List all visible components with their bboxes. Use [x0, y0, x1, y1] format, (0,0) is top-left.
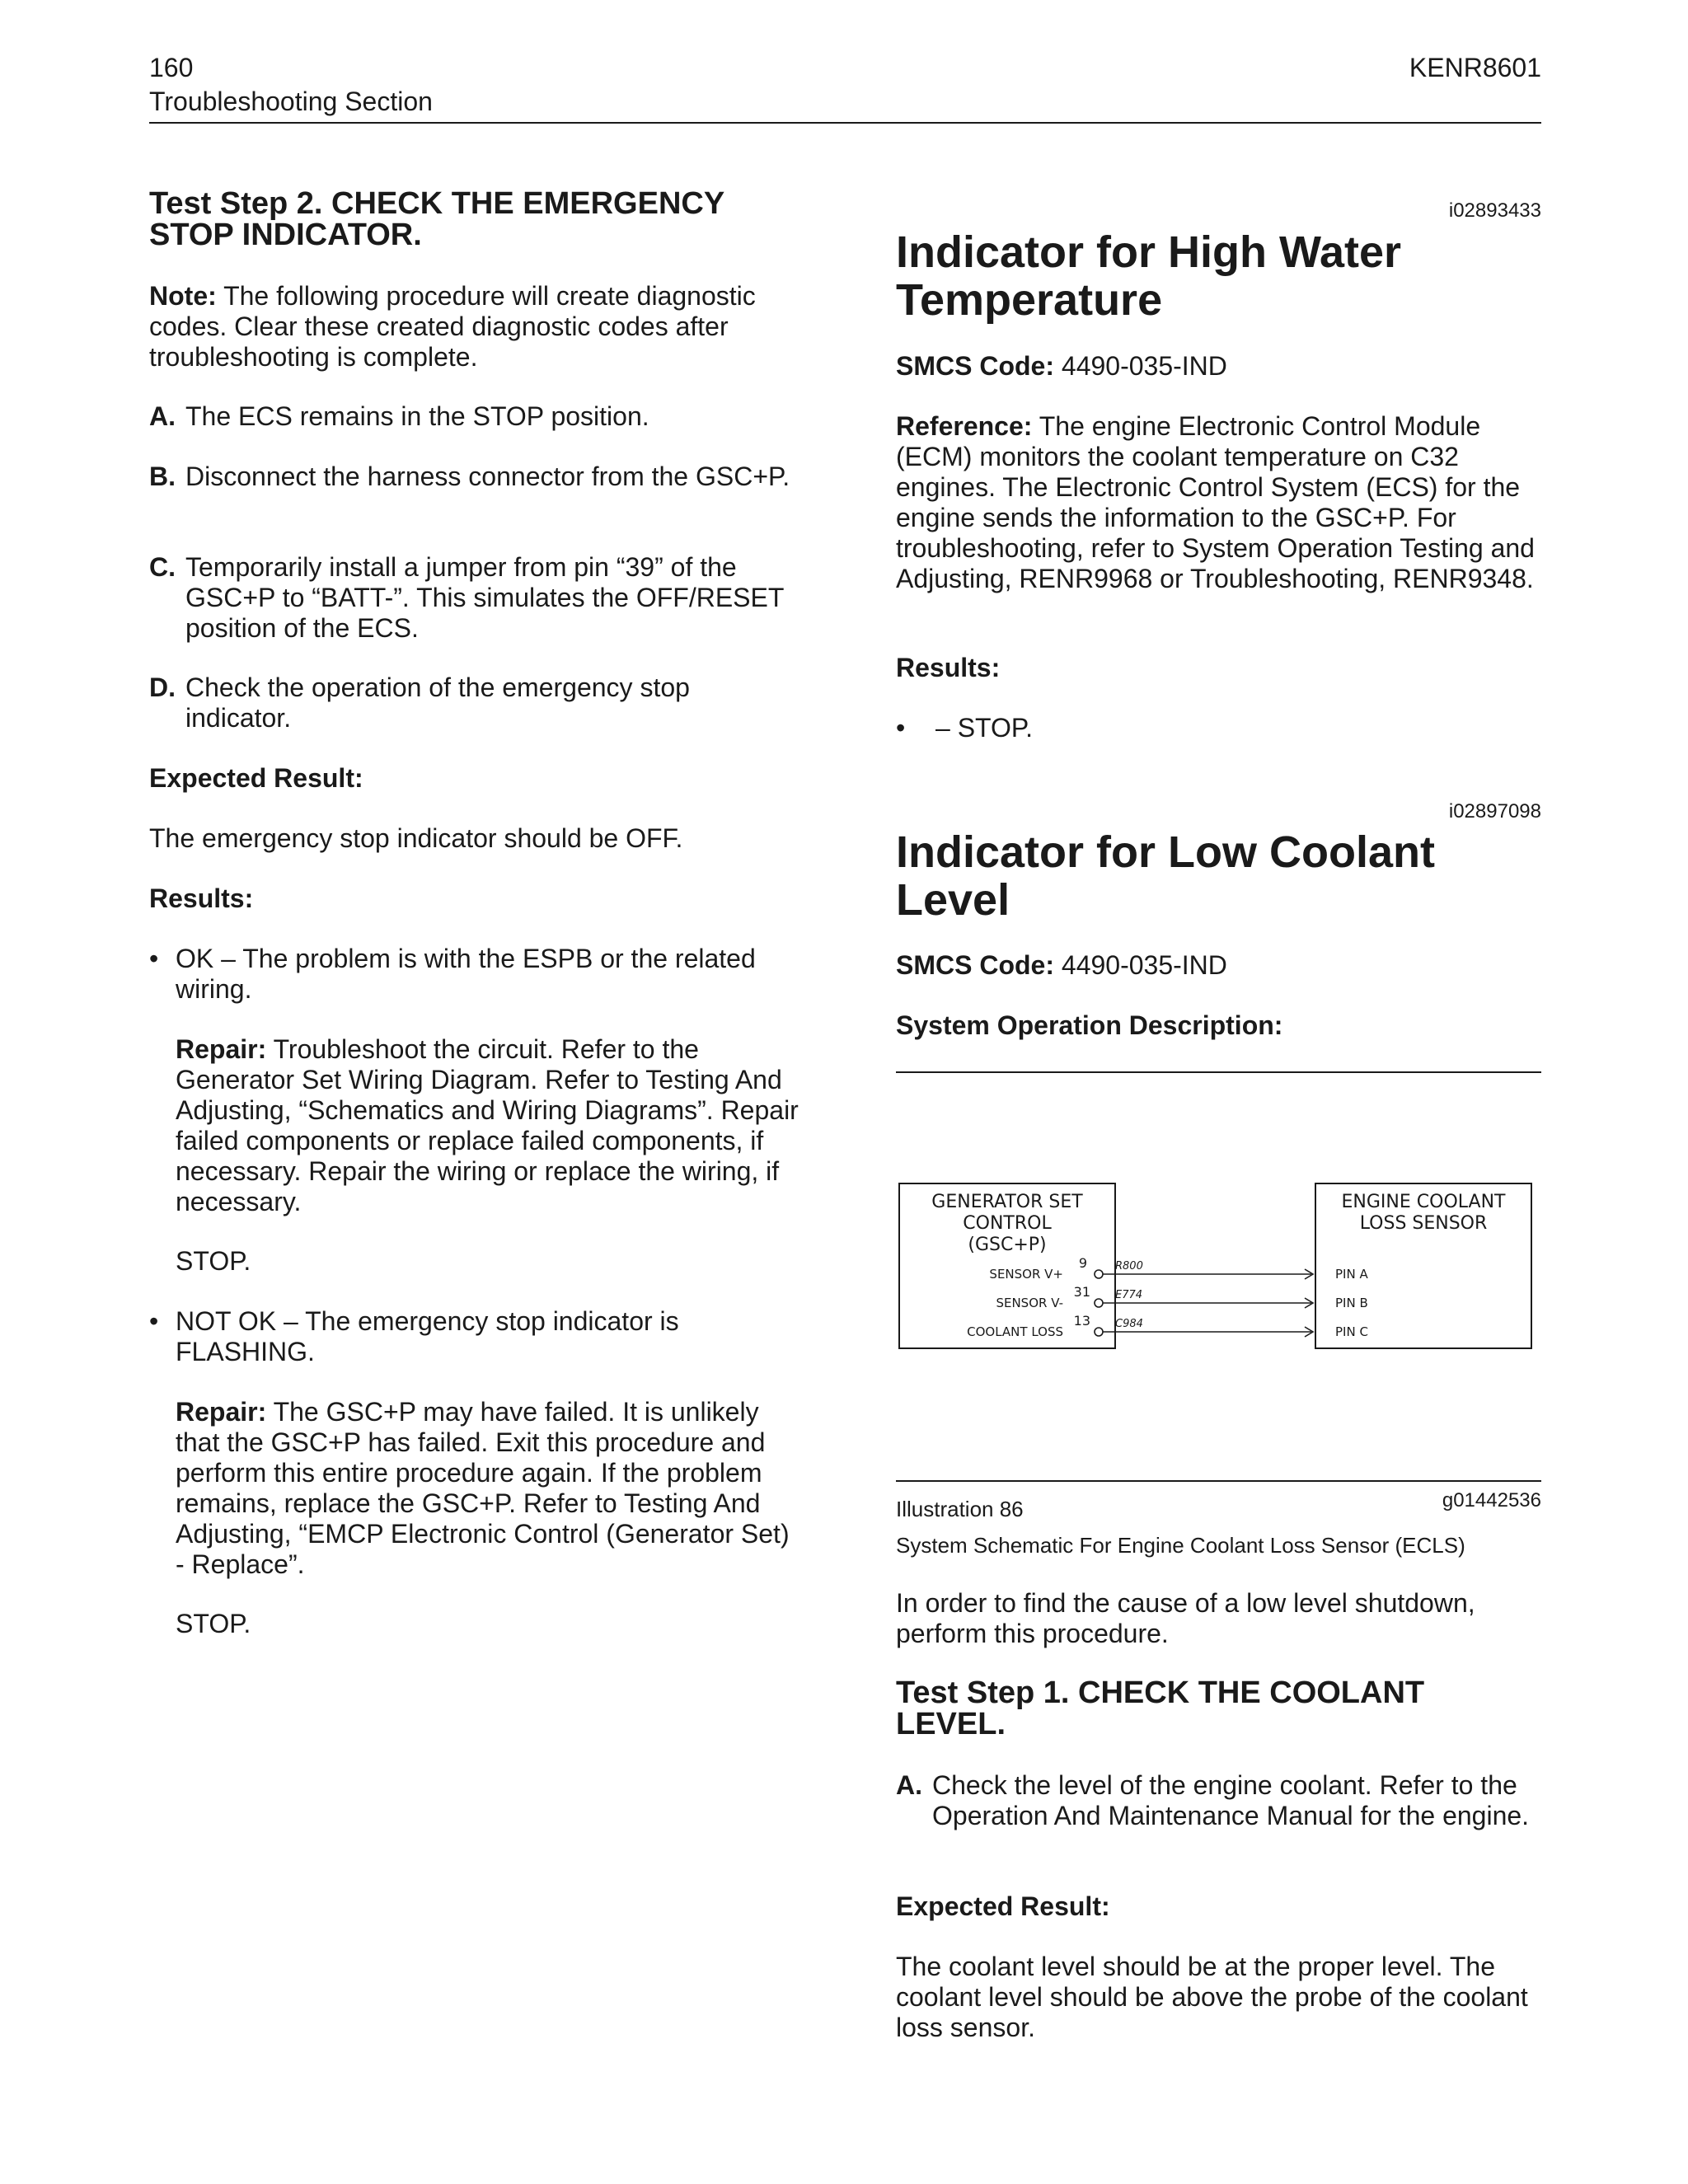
- expected-result-text-2: The coolant level should be at the proper level. The coolant level should be above the probe of the coolant loss sensor.: [896, 1952, 1528, 2042]
- figure-top-rule: [896, 1071, 1541, 1073]
- step-d: [149, 673, 800, 733]
- wire-code: E774: [1115, 1289, 1143, 1301]
- section-title: Troubleshooting Section: [149, 87, 433, 116]
- result-not-ok: [149, 1306, 800, 1367]
- stop-not-ok: STOP.: [176, 1609, 251, 1638]
- sensor-pin: PIN B: [1335, 1296, 1368, 1310]
- step-b: [149, 462, 800, 492]
- sensor-pin: PIN C: [1335, 1324, 1368, 1339]
- repair-text: Troubleshoot the circuit. Refer to the Generator Set Wiring Diagram. Refer to Testing And Adjusting, “Schematics and Wiring Diagrams”. Repair failed components or replace failed components, if necessary. Repair the wiring or replace the wiring, if necessary.: [176, 1034, 799, 1216]
- connector-pin: [1095, 1270, 1103, 1278]
- repair-not-ok: [176, 1397, 800, 1580]
- result-text: – STOP.: [935, 713, 1033, 743]
- signal-label: COOLANT LOSS: [967, 1324, 1063, 1339]
- smcs-label: SMCS Code:: [896, 351, 1054, 381]
- document-code: KENR8601: [1409, 53, 1541, 82]
- smcs-label: SMCS Code:: [896, 950, 1054, 980]
- step-letter: A.: [149, 401, 176, 431]
- gsc-box-line-3: (GSC+P): [968, 1235, 1047, 1255]
- section-2-id: i02897098: [1448, 800, 1541, 823]
- sensor-box-line-1: ENGINE COOLANT: [1341, 1192, 1506, 1212]
- expected-result-label: Expected Result:: [149, 763, 363, 793]
- illustration-number: Illustration 86: [896, 1497, 1024, 1521]
- smcs-value: 4490-035-IND: [1054, 351, 1227, 381]
- repair-ok: [176, 1034, 800, 1217]
- wire-code: R800: [1115, 1260, 1143, 1272]
- bullet-icon: •: [896, 713, 906, 743]
- coolant-loss-schematic: [896, 1170, 1541, 1368]
- bullet-icon: •: [149, 944, 159, 973]
- signal-label: SENSOR V-: [996, 1296, 1063, 1310]
- step-text: Check the operation of the emergency stop indicator.: [185, 673, 690, 733]
- connector-pin: [1095, 1328, 1103, 1336]
- step-a-coolant: [896, 1770, 1541, 1831]
- high-water-temp-title: Indicator for High Water Temperature: [896, 227, 1402, 325]
- system-operation-label: System Operation Description:: [896, 1010, 1283, 1040]
- step-letter: D.: [149, 673, 176, 702]
- note-text: The following procedure will create diagnostic codes. Clear these created diagnostic codes after troubleshooting is complete.: [149, 281, 756, 372]
- page-number: 160: [149, 53, 194, 82]
- step-text: The ECS remains in the STOP position.: [185, 401, 649, 431]
- gsc-box-line-2: CONTROL: [963, 1213, 1052, 1234]
- expected-result-label-2: Expected Result:: [896, 1891, 1110, 1921]
- note-paragraph: [149, 281, 800, 373]
- smcs-value: 4490-035-IND: [1054, 950, 1227, 980]
- repair-label: Repair:: [176, 1397, 267, 1427]
- sensor-box-line-2: LOSS SENSOR: [1359, 1213, 1488, 1234]
- graphic-id: g01442536: [1442, 1489, 1541, 1511]
- expected-result-text: The emergency stop indicator should be OFF.: [149, 823, 683, 853]
- step-text: Temporarily install a jumper from pin “39” of the GSC+P to “BATT-”. This simulates the OFF/RESET position of the ECS.: [185, 552, 784, 643]
- wire-code: C984: [1115, 1318, 1143, 1330]
- results-label: Results:: [149, 883, 254, 913]
- step-text: Disconnect the harness connector from the GSC+P.: [185, 462, 790, 491]
- step-letter: B.: [149, 462, 176, 491]
- header-divider: [149, 122, 1541, 124]
- results-label-1: Results:: [896, 653, 1001, 682]
- result-ok: [149, 944, 800, 1005]
- stop-ok: STOP.: [176, 1246, 251, 1276]
- result-stop: [896, 713, 1541, 743]
- pin-number: 9: [1078, 1255, 1087, 1271]
- low-coolant-title: Indicator for Low Coolant Level: [896, 827, 1435, 925]
- section-1-id: i02893433: [1448, 199, 1541, 222]
- smcs-code-1: [896, 351, 1541, 382]
- smcs-code-2: [896, 950, 1541, 981]
- connector-pin: [1095, 1299, 1103, 1307]
- step-c: [149, 552, 800, 644]
- reference-text: The engine Electronic Control Module (ECM) monitors the coolant temperature on C32 engines. The Electronic Control System (ECS) for the engine sends the information to the GSC+P. For troubleshooting, refer to System Operation Testing and Adjusting, RENR9968 or Troubleshooting, RENR9348.: [896, 411, 1535, 593]
- procedure-intro: In order to find the cause of a low level shutdown, perform this procedure.: [896, 1588, 1475, 1648]
- step-a: [149, 401, 800, 432]
- test-step-1-heading: Test Step 1. CHECK THE COOLANT LEVEL.: [896, 1675, 1425, 1741]
- figure-caption: System Schematic For Engine Coolant Loss Sensor (ECLS): [896, 1533, 1465, 1558]
- gsc-box-line-1: GENERATOR SET: [931, 1192, 1083, 1212]
- test-step-2-heading: Test Step 2. CHECK THE EMERGENCY STOP INDICATOR.: [149, 186, 724, 252]
- result-text: OK – The problem is with the ESPB or the related wiring.: [176, 944, 756, 1004]
- step-letter: C.: [149, 552, 176, 582]
- reference-paragraph: [896, 411, 1541, 594]
- pin-number: 31: [1073, 1284, 1090, 1300]
- step-letter: A.: [896, 1770, 922, 1800]
- repair-text: The GSC+P may have failed. It is unlikely that the GSC+P has failed. Exit this procedure and perform this entire procedure again. If the problem remains, replace the GSC+P. Refer to Testing And Adjusting, “EMCP Electronic Control (Generator Set) - Replace”.: [176, 1397, 790, 1579]
- bullet-icon: •: [149, 1306, 159, 1336]
- reference-label: Reference:: [896, 411, 1033, 441]
- repair-label: Repair:: [176, 1034, 267, 1064]
- pin-number: 13: [1073, 1313, 1090, 1329]
- note-label: Note:: [149, 281, 217, 311]
- signal-label: SENSOR V+: [989, 1267, 1063, 1282]
- result-text: NOT OK – The emergency stop indicator is FLASHING.: [176, 1306, 679, 1366]
- sensor-pin: PIN A: [1335, 1267, 1368, 1282]
- step-text: Check the level of the engine coolant. Refer to the Operation And Maintenance Manual for the engine.: [932, 1770, 1530, 1830]
- figure-bottom-rule: [896, 1480, 1541, 1482]
